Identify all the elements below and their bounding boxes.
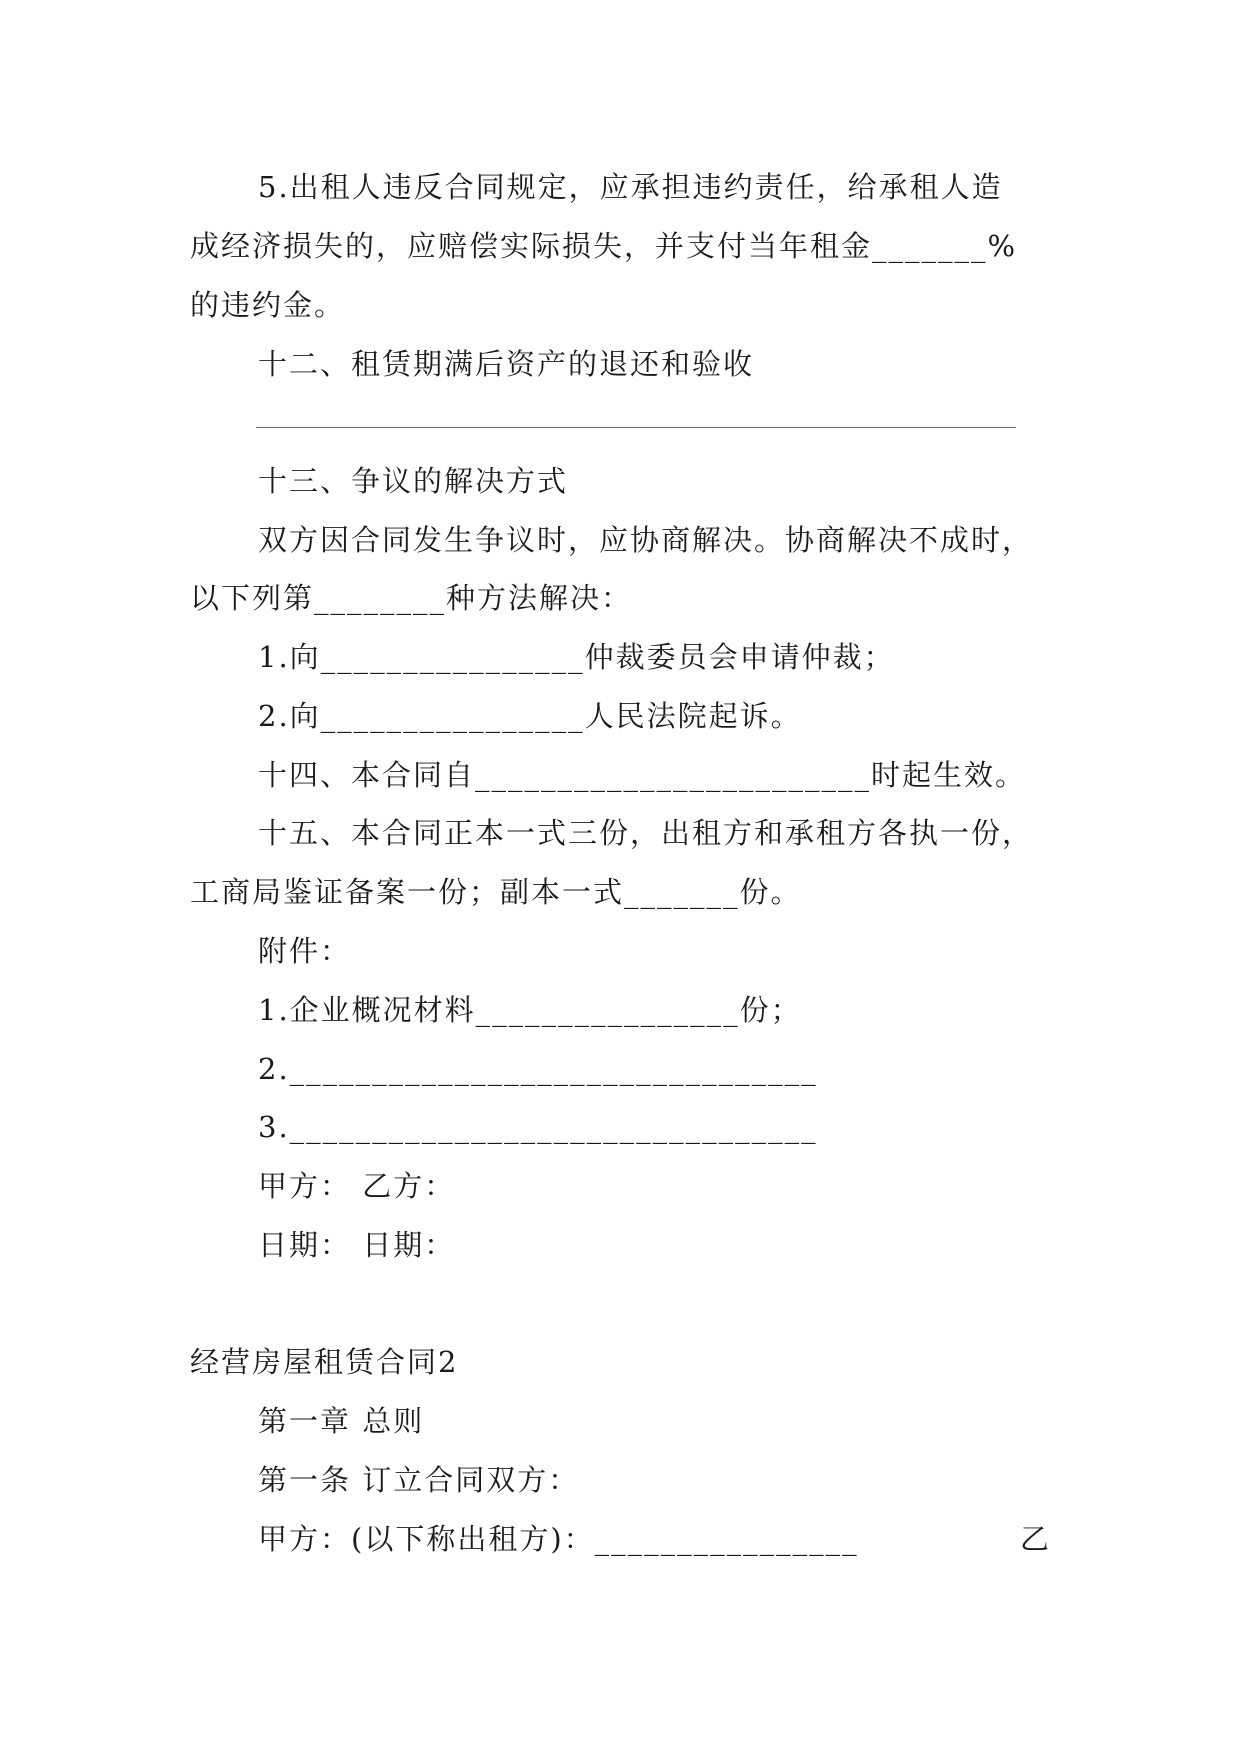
section13-title: 十三、争议的解决方式 — [258, 464, 569, 498]
attachment-item2: 2.________________________________ — [258, 1052, 818, 1086]
signature-party-line: 甲方： 乙方： — [258, 1169, 456, 1203]
section13-item1: 1.向________________仲裁委员会申请仲裁； — [258, 640, 895, 674]
signature-date-line: 日期： 日期： — [258, 1228, 456, 1262]
chapter1-heading: 第一章 总则 — [258, 1404, 425, 1438]
section13-para-line2: 以下列第________种方法解决： — [190, 581, 633, 615]
section15-line2: 工商局鉴证备案一份；副本一式_______份。 — [190, 875, 802, 909]
clause5-line2: 成经济损失的，应赔偿实际损失，并支付当年租金_______% — [190, 229, 1018, 263]
section12-title: 十二、租赁期满后资产的退还和验收 — [258, 347, 755, 381]
section14: 十四、本合同自________________________时起生效。 — [258, 758, 1027, 792]
clause5-line1: 5.出租人违反合同规定，应承担违约责任，给承租人造 — [258, 170, 1003, 204]
party-b-start: 乙 — [1020, 1522, 1052, 1556]
section15-line1: 十五、本合同正本一式三份，出租方和承租方各执一份， — [258, 816, 1034, 850]
party-a-line: 甲方：(以下称出租方)：________________ — [258, 1522, 859, 1556]
section13-para-line1: 双方因合同发生争议时，应协商解决。协商解决不成时， — [258, 523, 1034, 557]
article1-heading: 第一条 订立合同双方： — [258, 1463, 580, 1497]
section12-blank-line — [256, 427, 1016, 428]
contract2-title: 经营房屋租赁合同2 — [190, 1345, 459, 1379]
section13-item2: 2.向________________人民法院起诉。 — [258, 699, 802, 733]
clause5-line3: 的违约金。 — [190, 288, 346, 322]
attachment-item3: 3.________________________________ — [258, 1110, 818, 1144]
attachment-title: 附件： — [258, 934, 352, 968]
attachment-item1: 1.企业概况材料________________份； — [258, 993, 802, 1027]
